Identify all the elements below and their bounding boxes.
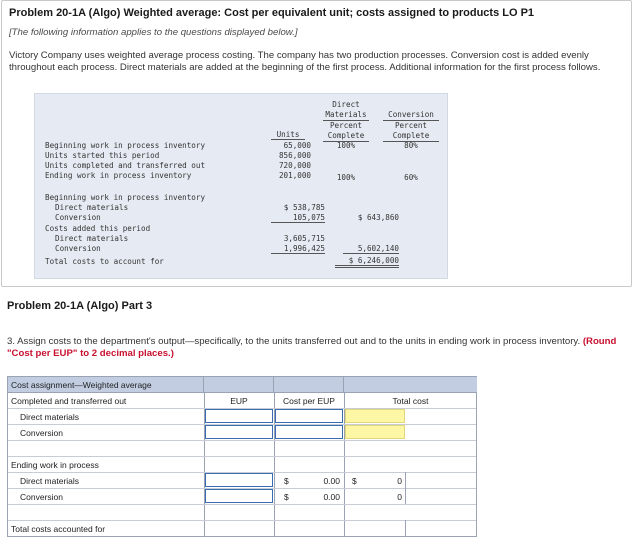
cost-section-label: Beginning work in process inventory xyxy=(45,193,206,202)
problem-description: Victory Company uses weighted average process costing. The company has two production processes. Conversion cost is added evenly throughout each process. Direct materials are added at the beginning of the first process. Additional information for the first process follows. xyxy=(9,50,601,73)
row-dm-percent: 100% xyxy=(336,141,356,150)
cost-value: 3,605,715 xyxy=(283,234,325,243)
problem-title: Problem 20-1A (Algo) Weighted average: Cost per equivalent unit; costs assigned to products LO P1 xyxy=(9,7,535,19)
conv-header-line: Complete xyxy=(383,131,439,142)
row-conv-percent: 80% xyxy=(404,141,418,150)
part-title: Problem 20-1A (Algo) Part 3 xyxy=(7,300,153,312)
cost-value: 1,996,425 xyxy=(271,244,325,254)
grid-row-line xyxy=(8,440,476,441)
cost-per-eup-column-header: Cost per EUP xyxy=(283,396,335,406)
row-label: Beginning work in process inventory xyxy=(45,141,206,150)
conv-header-line: Conversion xyxy=(383,110,439,121)
row-units: 201,000 xyxy=(278,171,311,180)
dollar-sign: $ xyxy=(284,476,289,486)
dm-header-line: Percent xyxy=(329,121,362,130)
conv-label: Conversion xyxy=(20,428,63,438)
dm-header-line: Complete xyxy=(323,131,369,142)
row-units: 856,000 xyxy=(278,151,311,160)
end-dm-label: Direct materials xyxy=(20,476,80,486)
row-label: Units started this period xyxy=(45,151,160,160)
grid-header-title: Cost assignment—Weighted average xyxy=(8,377,204,393)
row-conv-percent: 60% xyxy=(404,173,418,182)
end-dm-cost-per-eup: 0.00 xyxy=(323,476,340,486)
conv-column-header xyxy=(383,110,439,142)
dm-total-cost-input[interactable] xyxy=(345,409,405,423)
row-units: 720,000 xyxy=(278,161,311,170)
cost-value: 105,075 xyxy=(271,213,325,223)
conv-header-line: Percent xyxy=(394,121,427,130)
cost-subtotal: 5,602,140 xyxy=(343,244,399,254)
row-label: Ending work in process inventory xyxy=(45,171,192,180)
grid-header-blank xyxy=(204,377,274,393)
row-dm-percent: 100% xyxy=(336,173,356,182)
instruction-rounding: (Round "Cost per EUP" to 2 decimal places.) xyxy=(7,336,617,359)
row-label: Units completed and transferred out xyxy=(45,161,206,170)
conv-total-cost-input[interactable] xyxy=(345,425,405,439)
problem-card xyxy=(1,0,632,287)
dollar-sign: $ xyxy=(284,492,289,502)
cost-label: Conversion xyxy=(55,213,101,222)
dm-header-line: Direct xyxy=(332,100,360,109)
cost-total-label: Total costs to account for xyxy=(45,257,164,266)
ending-wip-label: Ending work in process xyxy=(11,460,99,470)
end-conv-total-cost: 0 xyxy=(397,492,402,502)
total-cost-divider xyxy=(405,472,406,504)
grid-row-line xyxy=(8,456,476,457)
dm-header-line: Materials xyxy=(323,110,369,121)
cost-section-label: Costs added this period xyxy=(45,224,151,233)
answer-grid xyxy=(7,376,477,537)
end-dm-eup-input[interactable] xyxy=(205,473,273,487)
completed-label: Completed and transferred out xyxy=(11,396,127,406)
cost-label: Direct materials xyxy=(55,234,129,243)
conv-eup-input[interactable] xyxy=(205,425,273,439)
dm-column-header xyxy=(323,100,369,142)
problem-subtitle: [The following information applies to the questions displayed below.] xyxy=(9,27,298,38)
grid-header-blank xyxy=(344,377,477,393)
eup-column-header: EUP xyxy=(230,396,248,406)
instruction-text: 3. Assign costs to the department's output—specifically, to the units transferred out and to the units in ending work in process inventory. xyxy=(7,336,581,347)
dollar-sign: $ xyxy=(352,476,357,486)
units-column-header: Units xyxy=(271,130,305,140)
row-units: 65,000 xyxy=(283,141,311,150)
cost-value: $ 538,785 xyxy=(283,203,325,212)
dm-label: Direct materials xyxy=(20,412,80,422)
conv-cost-per-eup-input[interactable] xyxy=(275,425,343,439)
cost-total-value: $ 6,246,000 xyxy=(335,256,399,268)
end-dm-total-cost: 0 xyxy=(397,476,402,486)
total-cost-divider xyxy=(405,520,406,537)
total-costs-label: Total costs accounted for xyxy=(11,524,106,534)
instruction xyxy=(7,336,627,359)
cost-label: Conversion xyxy=(55,244,101,253)
total-cost-column-header: Total cost xyxy=(392,396,429,406)
grid-header-blank xyxy=(274,377,344,393)
dm-cost-per-eup-input[interactable] xyxy=(275,409,343,423)
grid-row-line xyxy=(8,504,476,505)
end-conv-label: Conversion xyxy=(20,492,63,502)
end-conv-cost-per-eup: 0.00 xyxy=(323,492,340,502)
end-conv-eup-input[interactable] xyxy=(205,489,273,503)
cost-subtotal: $ 643,860 xyxy=(357,213,399,222)
dm-eup-input[interactable] xyxy=(205,409,273,423)
cost-label: Direct materials xyxy=(55,203,129,212)
info-panel xyxy=(34,93,448,279)
